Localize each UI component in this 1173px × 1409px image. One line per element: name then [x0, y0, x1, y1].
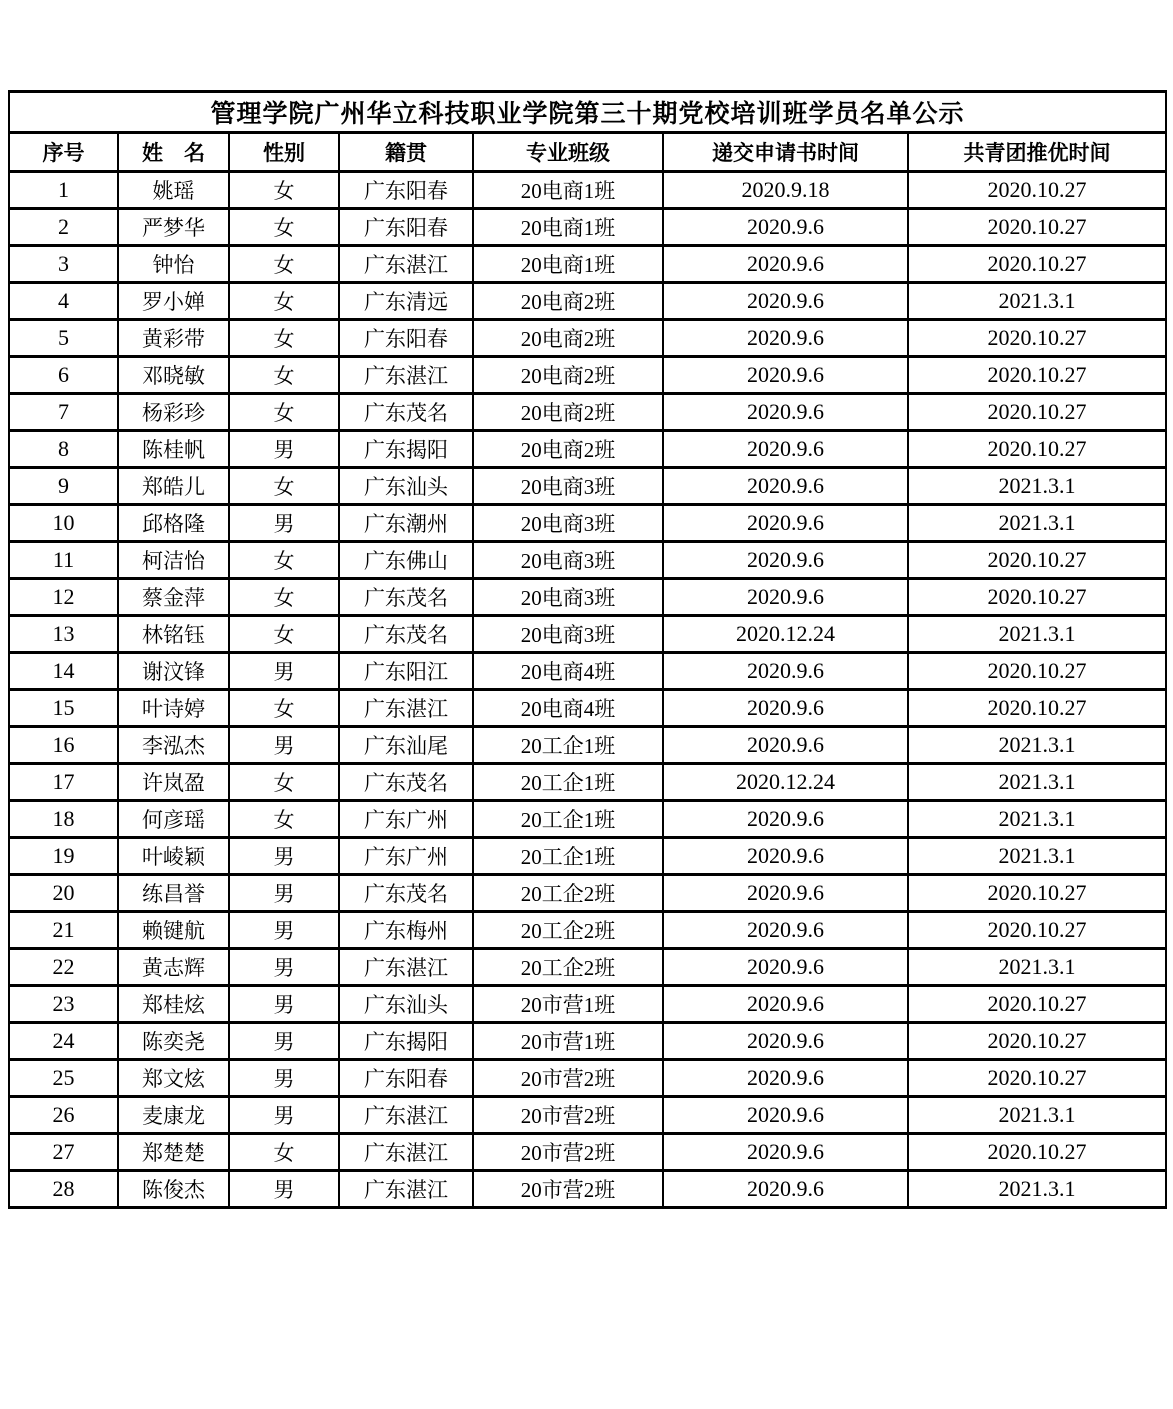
cell-index: 27 [9, 1134, 118, 1171]
header-row [9, 133, 1166, 172]
cell-class: 20市营2班 [473, 1060, 663, 1097]
cell-application-date: 2020.12.24 [663, 764, 908, 801]
cell-class: 20电商2班 [473, 394, 663, 431]
col-header-application-date: 递交申请书时间 [663, 133, 908, 172]
table-row [9, 246, 1166, 283]
cell-index: 25 [9, 1060, 118, 1097]
cell-native-place: 广东梅州 [339, 912, 473, 949]
table-row [9, 1023, 1166, 1060]
cell-index: 17 [9, 764, 118, 801]
cell-native-place: 广东茂名 [339, 579, 473, 616]
cell-application-date: 2020.9.18 [663, 172, 908, 209]
cell-class: 20电商2班 [473, 431, 663, 468]
cell-index: 13 [9, 616, 118, 653]
cell-application-date: 2020.12.24 [663, 616, 908, 653]
cell-native-place: 广东湛江 [339, 690, 473, 727]
cell-name: 叶崚颖 [118, 838, 229, 875]
table-row [9, 1060, 1166, 1097]
cell-class: 20电商2班 [473, 320, 663, 357]
cell-gender: 女 [229, 690, 339, 727]
cell-index: 16 [9, 727, 118, 764]
cell-gender: 女 [229, 246, 339, 283]
cell-class: 20工企1班 [473, 727, 663, 764]
cell-class: 20电商3班 [473, 505, 663, 542]
cell-index: 10 [9, 505, 118, 542]
table-row [9, 468, 1166, 505]
cell-native-place: 广东揭阳 [339, 431, 473, 468]
cell-index: 28 [9, 1171, 118, 1208]
cell-application-date: 2020.9.6 [663, 1171, 908, 1208]
cell-gender: 男 [229, 875, 339, 912]
cell-recommendation-date: 2020.10.27 [908, 875, 1166, 912]
cell-index: 22 [9, 949, 118, 986]
cell-class: 20电商3班 [473, 468, 663, 505]
cell-gender: 男 [229, 1023, 339, 1060]
cell-index: 24 [9, 1023, 118, 1060]
cell-name: 叶诗婷 [118, 690, 229, 727]
cell-recommendation-date: 2021.3.1 [908, 801, 1166, 838]
cell-recommendation-date: 2020.10.27 [908, 690, 1166, 727]
cell-index: 23 [9, 986, 118, 1023]
col-header-native-place: 籍贯 [339, 133, 473, 172]
cell-gender: 女 [229, 468, 339, 505]
cell-recommendation-date: 2021.3.1 [908, 949, 1166, 986]
cell-application-date: 2020.9.6 [663, 394, 908, 431]
cell-gender: 男 [229, 912, 339, 949]
cell-index: 21 [9, 912, 118, 949]
cell-recommendation-date: 2020.10.27 [908, 653, 1166, 690]
cell-gender: 女 [229, 172, 339, 209]
cell-gender: 女 [229, 283, 339, 320]
cell-index: 11 [9, 542, 118, 579]
cell-index: 19 [9, 838, 118, 875]
cell-application-date: 2020.9.6 [663, 875, 908, 912]
cell-application-date: 2020.9.6 [663, 838, 908, 875]
cell-index: 7 [9, 394, 118, 431]
cell-gender: 女 [229, 801, 339, 838]
cell-native-place: 广东阳春 [339, 1060, 473, 1097]
cell-name: 陈桂帆 [118, 431, 229, 468]
cell-gender: 男 [229, 653, 339, 690]
table-row [9, 542, 1166, 579]
cell-recommendation-date: 2020.10.27 [908, 912, 1166, 949]
table-row [9, 579, 1166, 616]
cell-name: 黄志辉 [118, 949, 229, 986]
table-row [9, 431, 1166, 468]
cell-recommendation-date: 2020.10.27 [908, 986, 1166, 1023]
table-row [9, 653, 1166, 690]
table-body [9, 172, 1166, 1208]
cell-index: 18 [9, 801, 118, 838]
table-row [9, 1171, 1166, 1208]
cell-gender: 女 [229, 320, 339, 357]
table-row [9, 801, 1166, 838]
cell-native-place: 广东汕尾 [339, 727, 473, 764]
cell-native-place: 广东佛山 [339, 542, 473, 579]
cell-name: 钟怡 [118, 246, 229, 283]
cell-name: 李泓杰 [118, 727, 229, 764]
cell-recommendation-date: 2020.10.27 [908, 357, 1166, 394]
cell-application-date: 2020.9.6 [663, 579, 908, 616]
cell-application-date: 2020.9.6 [663, 468, 908, 505]
cell-name: 邓晓敏 [118, 357, 229, 394]
cell-class: 20市营2班 [473, 1171, 663, 1208]
col-header-class: 专业班级 [473, 133, 663, 172]
table-row [9, 986, 1166, 1023]
table-row [9, 616, 1166, 653]
cell-application-date: 2020.9.6 [663, 283, 908, 320]
cell-gender: 女 [229, 357, 339, 394]
cell-class: 20工企1班 [473, 764, 663, 801]
cell-recommendation-date: 2020.10.27 [908, 1023, 1166, 1060]
cell-native-place: 广东茂名 [339, 616, 473, 653]
roster-table [8, 90, 1167, 1209]
col-header-index: 序号 [9, 133, 118, 172]
table-row [9, 690, 1166, 727]
cell-recommendation-date: 2021.3.1 [908, 727, 1166, 764]
cell-recommendation-date: 2020.10.27 [908, 394, 1166, 431]
cell-recommendation-date: 2021.3.1 [908, 505, 1166, 542]
cell-class: 20电商2班 [473, 357, 663, 394]
cell-application-date: 2020.9.6 [663, 1134, 908, 1171]
cell-name: 罗小婵 [118, 283, 229, 320]
cell-recommendation-date: 2021.3.1 [908, 1097, 1166, 1134]
cell-recommendation-date: 2021.3.1 [908, 764, 1166, 801]
cell-name: 林铭钰 [118, 616, 229, 653]
cell-class: 20市营2班 [473, 1097, 663, 1134]
cell-gender: 男 [229, 838, 339, 875]
cell-native-place: 广东阳江 [339, 653, 473, 690]
table-row [9, 209, 1166, 246]
cell-application-date: 2020.9.6 [663, 1060, 908, 1097]
cell-class: 20工企2班 [473, 875, 663, 912]
table-row [9, 505, 1166, 542]
table-row [9, 764, 1166, 801]
col-header-name: 姓 名 [118, 133, 229, 172]
cell-class: 20电商3班 [473, 542, 663, 579]
cell-index: 2 [9, 209, 118, 246]
cell-native-place: 广东湛江 [339, 1097, 473, 1134]
cell-recommendation-date: 2020.10.27 [908, 579, 1166, 616]
cell-index: 20 [9, 875, 118, 912]
cell-gender: 女 [229, 209, 339, 246]
cell-gender: 男 [229, 505, 339, 542]
cell-application-date: 2020.9.6 [663, 801, 908, 838]
cell-class: 20工企1班 [473, 838, 663, 875]
cell-application-date: 2020.9.6 [663, 542, 908, 579]
cell-index: 3 [9, 246, 118, 283]
cell-application-date: 2020.9.6 [663, 690, 908, 727]
cell-name: 赖键航 [118, 912, 229, 949]
cell-recommendation-date: 2020.10.27 [908, 320, 1166, 357]
cell-recommendation-date: 2020.10.27 [908, 172, 1166, 209]
cell-name: 姚瑶 [118, 172, 229, 209]
cell-application-date: 2020.9.6 [663, 246, 908, 283]
cell-name: 谢汶锋 [118, 653, 229, 690]
cell-native-place: 广东阳春 [339, 209, 473, 246]
cell-gender: 女 [229, 579, 339, 616]
cell-recommendation-date: 2021.3.1 [908, 838, 1166, 875]
cell-recommendation-date: 2020.10.27 [908, 1134, 1166, 1171]
cell-native-place: 广东汕头 [339, 986, 473, 1023]
cell-native-place: 广东茂名 [339, 875, 473, 912]
cell-gender: 女 [229, 764, 339, 801]
cell-index: 1 [9, 172, 118, 209]
cell-native-place: 广东广州 [339, 838, 473, 875]
cell-class: 20电商1班 [473, 172, 663, 209]
cell-application-date: 2020.9.6 [663, 1023, 908, 1060]
cell-native-place: 广东茂名 [339, 764, 473, 801]
cell-application-date: 2020.9.6 [663, 986, 908, 1023]
cell-name: 郑楚楚 [118, 1134, 229, 1171]
cell-application-date: 2020.9.6 [663, 912, 908, 949]
cell-class: 20电商1班 [473, 209, 663, 246]
cell-index: 4 [9, 283, 118, 320]
table-row [9, 875, 1166, 912]
cell-native-place: 广东潮州 [339, 505, 473, 542]
cell-gender: 男 [229, 727, 339, 764]
cell-index: 6 [9, 357, 118, 394]
table-row [9, 838, 1166, 875]
cell-index: 9 [9, 468, 118, 505]
table-row [9, 912, 1166, 949]
cell-class: 20电商1班 [473, 246, 663, 283]
cell-index: 5 [9, 320, 118, 357]
title-row [9, 92, 1166, 133]
cell-application-date: 2020.9.6 [663, 209, 908, 246]
cell-recommendation-date: 2021.3.1 [908, 616, 1166, 653]
cell-native-place: 广东湛江 [339, 1134, 473, 1171]
table-row [9, 727, 1166, 764]
cell-class: 20电商3班 [473, 579, 663, 616]
cell-index: 14 [9, 653, 118, 690]
cell-class: 20工企1班 [473, 801, 663, 838]
cell-name: 何彦瑶 [118, 801, 229, 838]
cell-recommendation-date: 2020.10.27 [908, 542, 1166, 579]
cell-name: 陈奕尧 [118, 1023, 229, 1060]
cell-gender: 女 [229, 542, 339, 579]
cell-class: 20电商4班 [473, 653, 663, 690]
cell-native-place: 广东茂名 [339, 394, 473, 431]
cell-name: 麦康龙 [118, 1097, 229, 1134]
cell-index: 15 [9, 690, 118, 727]
cell-native-place: 广东湛江 [339, 246, 473, 283]
cell-gender: 男 [229, 949, 339, 986]
table-row [9, 283, 1166, 320]
cell-class: 20市营1班 [473, 1023, 663, 1060]
cell-gender: 女 [229, 616, 339, 653]
cell-class: 20电商4班 [473, 690, 663, 727]
cell-recommendation-date: 2021.3.1 [908, 283, 1166, 320]
col-header-recommendation-date: 共青团推优时间 [908, 133, 1166, 172]
cell-gender: 男 [229, 986, 339, 1023]
cell-name: 严梦华 [118, 209, 229, 246]
cell-name: 陈俊杰 [118, 1171, 229, 1208]
table-row [9, 320, 1166, 357]
cell-application-date: 2020.9.6 [663, 727, 908, 764]
cell-application-date: 2020.9.6 [663, 505, 908, 542]
cell-gender: 男 [229, 1060, 339, 1097]
cell-name: 郑文炫 [118, 1060, 229, 1097]
cell-recommendation-date: 2021.3.1 [908, 1171, 1166, 1208]
cell-name: 杨彩珍 [118, 394, 229, 431]
table-row [9, 394, 1166, 431]
cell-name: 蔡金萍 [118, 579, 229, 616]
cell-application-date: 2020.9.6 [663, 431, 908, 468]
cell-gender: 男 [229, 1097, 339, 1134]
cell-name: 郑桂炫 [118, 986, 229, 1023]
cell-gender: 男 [229, 431, 339, 468]
cell-name: 郑皓儿 [118, 468, 229, 505]
cell-class: 20电商2班 [473, 283, 663, 320]
cell-gender: 女 [229, 394, 339, 431]
cell-native-place: 广东湛江 [339, 357, 473, 394]
cell-index: 26 [9, 1097, 118, 1134]
cell-name: 柯洁怡 [118, 542, 229, 579]
cell-recommendation-date: 2020.10.27 [908, 246, 1166, 283]
cell-name: 许岚盈 [118, 764, 229, 801]
cell-name: 邱格隆 [118, 505, 229, 542]
cell-application-date: 2020.9.6 [663, 949, 908, 986]
cell-application-date: 2020.9.6 [663, 653, 908, 690]
table-row [9, 949, 1166, 986]
cell-class: 20工企2班 [473, 912, 663, 949]
cell-native-place: 广东汕头 [339, 468, 473, 505]
table-row [9, 172, 1166, 209]
col-header-gender: 性别 [229, 133, 339, 172]
cell-class: 20电商3班 [473, 616, 663, 653]
cell-index: 8 [9, 431, 118, 468]
cell-native-place: 广东揭阳 [339, 1023, 473, 1060]
cell-recommendation-date: 2021.3.1 [908, 468, 1166, 505]
cell-recommendation-date: 2020.10.27 [908, 431, 1166, 468]
cell-application-date: 2020.9.6 [663, 1097, 908, 1134]
cell-index: 12 [9, 579, 118, 616]
cell-gender: 男 [229, 1171, 339, 1208]
table-row [9, 1134, 1166, 1171]
cell-native-place: 广东广州 [339, 801, 473, 838]
cell-native-place: 广东阳春 [339, 172, 473, 209]
cell-native-place: 广东湛江 [339, 1171, 473, 1208]
cell-recommendation-date: 2020.10.27 [908, 1060, 1166, 1097]
table-row [9, 1097, 1166, 1134]
cell-recommendation-date: 2020.10.27 [908, 209, 1166, 246]
cell-native-place: 广东湛江 [339, 949, 473, 986]
cell-name: 黄彩带 [118, 320, 229, 357]
cell-native-place: 广东阳春 [339, 320, 473, 357]
cell-class: 20市营2班 [473, 1134, 663, 1171]
cell-class: 20工企2班 [473, 949, 663, 986]
cell-native-place: 广东清远 [339, 283, 473, 320]
cell-name: 练昌誉 [118, 875, 229, 912]
cell-application-date: 2020.9.6 [663, 320, 908, 357]
table-row [9, 357, 1166, 394]
cell-application-date: 2020.9.6 [663, 357, 908, 394]
cell-gender: 女 [229, 1134, 339, 1171]
document-title: 管理学院广州华立科技职业学院第三十期党校培训班学员名单公示 [9, 92, 1166, 133]
cell-class: 20市营1班 [473, 986, 663, 1023]
